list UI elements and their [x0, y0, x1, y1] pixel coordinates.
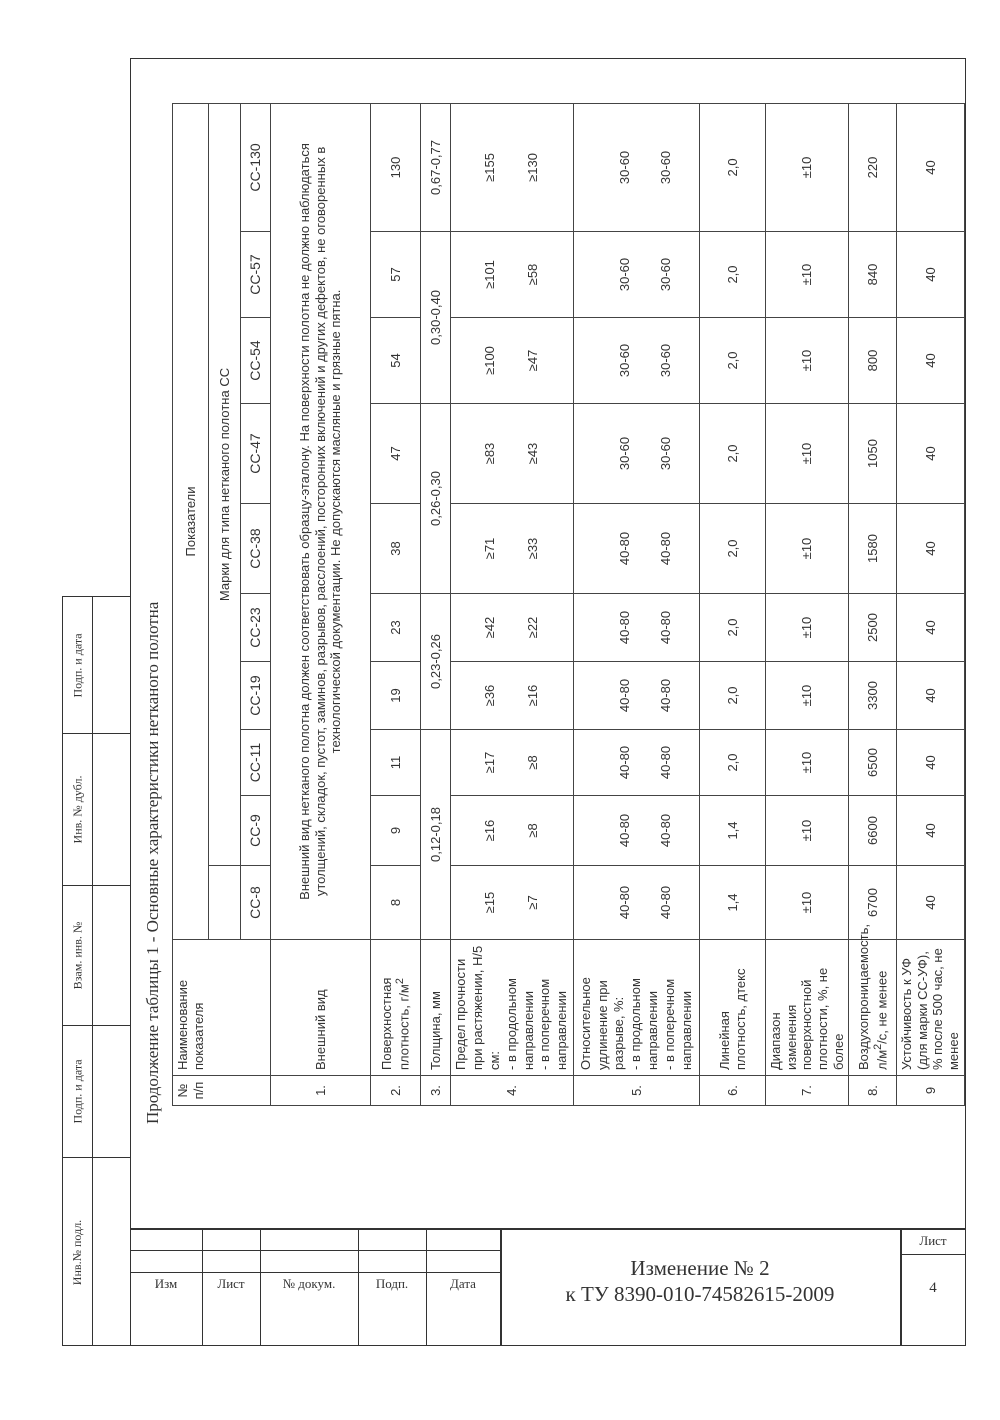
value-cell [574, 504, 700, 594]
value-trans: 30-60 [657, 343, 673, 378]
value-long: 40-80 [616, 813, 632, 848]
value-long: 30-60 [616, 150, 632, 185]
value-cell [574, 866, 700, 940]
brand-header: СС-23 [241, 594, 271, 662]
row-num: 7. [766, 1076, 849, 1106]
table-row [421, 103, 451, 1105]
value-cell [574, 796, 700, 866]
value-long: 30-60 [616, 343, 632, 378]
value-cell: 800 [849, 318, 897, 404]
stamp-label: Инв.№ подл. [70, 1219, 85, 1286]
value-long: 40-80 [616, 610, 632, 645]
row-name-sup: 2 [394, 978, 407, 985]
value-cell [451, 103, 574, 231]
brand-header: СС-38 [241, 504, 271, 594]
value-cell: ±10 [766, 103, 849, 231]
value-trans: 30-60 [657, 150, 673, 185]
header-row [173, 103, 209, 1105]
value-cell: 9 [371, 796, 421, 866]
row-name-text: Поверхностная плотность, г/м [378, 977, 412, 1070]
value-cell [574, 232, 700, 318]
value-long: ≥15 [482, 891, 498, 914]
value-long: ≥71 [482, 537, 498, 560]
brand-header: СС-54 [241, 318, 271, 404]
value-cell [574, 103, 700, 231]
value-cell: ±10 [766, 796, 849, 866]
value-cell: 40 [897, 796, 964, 866]
row-name [574, 940, 700, 1076]
value-cell [451, 730, 574, 796]
stamp-cell-replace-inv [63, 885, 130, 1025]
value-cell [574, 730, 700, 796]
table-row [451, 103, 574, 1105]
table-title: Продолжение таблицы 1 - Основные характеристики нетканого полотна [143, 601, 162, 1124]
value-cell: 40 [897, 662, 964, 730]
value-long: ≥100 [482, 346, 498, 375]
value-long: ≥42 [482, 616, 498, 639]
row-name-line: - в продольном направлении [503, 978, 536, 1070]
value-cell: 40 [897, 594, 964, 662]
value-trans: ≥16 [525, 684, 541, 707]
left-stamp-strip [62, 596, 130, 1346]
value-trans: ≥47 [525, 349, 541, 372]
brand-header: СС-47 [241, 404, 271, 504]
row-num: 2. [371, 1076, 421, 1106]
sheet-number: 4 [929, 1280, 937, 1296]
row-num: 6. [700, 1076, 766, 1106]
value-cell: 0,26-0,30 [421, 404, 451, 594]
brand-header: СС-9 [241, 796, 271, 866]
row-name-line: - в поперечном направлении [662, 978, 694, 1070]
row-num: 8. [849, 1076, 897, 1106]
value-cell: 0,67-0,77 [421, 103, 451, 231]
row-name: Линейная плотность, дтекс [700, 940, 766, 1076]
header-empty-cell [209, 866, 241, 940]
value-cell: ±10 [766, 318, 849, 404]
title-col-date: Дата [450, 1276, 476, 1291]
value-cell: 220 [849, 103, 897, 231]
value-trans: 30-60 [657, 257, 673, 292]
value-cell: 6500 [849, 730, 897, 796]
value-cell: ±10 [766, 232, 849, 318]
value-cell: 23 [371, 594, 421, 662]
value-cell [451, 662, 574, 730]
value-trans: ≥8 [525, 823, 541, 838]
value-trans: 40-80 [657, 531, 673, 566]
value-cell: ±10 [766, 594, 849, 662]
table-row [897, 103, 964, 1105]
value-cell [451, 318, 574, 404]
stamp-cell-sign-date-top [63, 597, 130, 733]
value-cell: 2,0 [700, 594, 766, 662]
doc-title-line-2: к ТУ 8390-010-74582615-2009 [565, 1282, 835, 1306]
value-cell: 0,30-0,40 [421, 232, 451, 404]
stamp-label: Инв. № дубл. [70, 775, 85, 844]
value-cell: 8 [371, 866, 421, 940]
appearance-description: Внешний вид нетканого полотна должен соответствовать образцу-эталону. На поверхности полотна не должно наблюдаться утолщений, складок, пустот, заминов, разрывов, расслоений, посторонних включений и других дефектов, не оговоренных в технологической документации. Не допускаются масляные и грязные пятна. [271, 103, 371, 939]
value-cell: 2,0 [700, 232, 766, 318]
value-long: 40-80 [616, 678, 632, 713]
value-cell: 47 [371, 404, 421, 504]
value-cell: 2,0 [700, 730, 766, 796]
row-name-line: Предел прочности при растяжении, Н/5 см: [453, 945, 502, 1070]
value-long: ≥155 [482, 153, 498, 182]
value-trans: ≥33 [525, 537, 541, 560]
value-cell: ±10 [766, 730, 849, 796]
value-cell: ±10 [766, 662, 849, 730]
row-num: 5. [574, 1076, 700, 1106]
row-name: Диапазон изменения поверхностной плотности, %, не более [766, 940, 849, 1076]
value-trans: 30-60 [657, 436, 673, 471]
stamp-label: Подп. и дата [70, 1059, 85, 1124]
value-cell: 11 [371, 730, 421, 796]
doc-title-line-1: Изменение № 2 [630, 1256, 770, 1280]
value-cell: 54 [371, 318, 421, 404]
value-long: 40-80 [616, 745, 632, 780]
brand-header: СС-8 [241, 866, 271, 940]
characteristics-table [172, 103, 965, 1106]
value-cell [451, 796, 574, 866]
value-long: ≥101 [482, 260, 498, 289]
value-cell: 1580 [849, 504, 897, 594]
table-row [700, 103, 766, 1105]
value-cell [574, 404, 700, 504]
value-long: ≥83 [482, 442, 498, 465]
value-long: ≥17 [482, 751, 498, 774]
row-name-line: - в продольном направлении [628, 978, 661, 1070]
value-cell: 1,4 [700, 866, 766, 940]
row-name [849, 924, 897, 1076]
row-name [451, 940, 574, 1076]
title-col-docnum: № докум. [282, 1276, 336, 1291]
value-cell: 19 [371, 662, 421, 730]
value-cell [574, 662, 700, 730]
value-trans: ≥58 [525, 263, 541, 286]
row-name: Устойчивость к УФ (для марки СС-УФ), % после 500 час, не менее [897, 940, 964, 1076]
value-cell: 3300 [849, 662, 897, 730]
value-trans: 40-80 [657, 813, 673, 848]
table-row [766, 103, 849, 1105]
value-cell: 40 [897, 404, 964, 504]
value-cell: ±10 [766, 404, 849, 504]
row-name [371, 940, 421, 1076]
value-cell: 2,0 [700, 662, 766, 730]
row-name-text: /с, не менее [873, 970, 889, 1044]
value-cell: 130 [371, 103, 421, 231]
value-long: 30-60 [616, 257, 632, 292]
value-cell: ±10 [766, 866, 849, 940]
value-cell: 40 [897, 866, 964, 940]
col-header-brands-title: Марки для типа нетканого полотна СС [209, 103, 241, 865]
value-long: ≥36 [482, 684, 498, 707]
value-cell: 38 [371, 504, 421, 594]
row-num: 4. [451, 1076, 574, 1106]
value-long: 30-60 [616, 436, 632, 471]
row-name-text: Воздухопроницаемость, л/м [855, 924, 889, 1070]
stamp-cell-original-inv [63, 1157, 130, 1347]
value-cell: 2500 [849, 594, 897, 662]
col-header-indicators: Показатели [173, 103, 209, 939]
title-block [130, 1228, 966, 1346]
brand-header: СС-57 [241, 232, 271, 318]
value-cell: 840 [849, 232, 897, 318]
value-cell [451, 866, 574, 940]
table-row [371, 103, 421, 1105]
stamp-cell-sign-date-bottom [63, 1025, 130, 1157]
value-cell: 0,23-0,26 [421, 594, 451, 730]
stamp-label: Взам. инв. № [70, 921, 85, 990]
row-name-line: Относительное удлинение при разрыве, %: [577, 977, 627, 1070]
row-num: 1. [271, 1076, 371, 1106]
value-cell [574, 594, 700, 662]
value-cell [451, 232, 574, 318]
value-cell [451, 504, 574, 594]
value-cell: ±10 [766, 504, 849, 594]
value-cell: 40 [897, 232, 964, 318]
value-trans: ≥7 [525, 895, 541, 910]
value-long: ≥16 [482, 819, 498, 842]
row-num: 9 [897, 1076, 964, 1106]
value-cell: 2,0 [700, 404, 766, 504]
col-header-name: Наименование показателя [173, 940, 271, 1076]
value-cell: 2,0 [700, 103, 766, 231]
title-col-change: Изм [154, 1276, 178, 1291]
value-cell: 40 [897, 730, 964, 796]
value-trans: ≥22 [525, 616, 541, 639]
value-cell: 40 [897, 504, 964, 594]
value-trans: ≥43 [525, 442, 541, 465]
value-cell: 2,0 [700, 318, 766, 404]
value-cell: 1,4 [700, 796, 766, 866]
value-cell: 6700 [849, 866, 897, 940]
rotated-content [138, 104, 961, 1124]
value-cell: 40 [897, 103, 964, 231]
table-row [271, 103, 371, 1105]
value-long: 40-80 [616, 885, 632, 920]
value-trans: 40-80 [657, 610, 673, 645]
value-trans: 40-80 [657, 745, 673, 780]
value-cell: 0,12-0,18 [421, 730, 451, 940]
brand-header: СС-19 [241, 662, 271, 730]
value-cell [451, 404, 574, 504]
value-trans: 40-80 [657, 678, 673, 713]
value-trans: 40-80 [657, 885, 673, 920]
table-row [574, 103, 700, 1105]
value-cell: 57 [371, 232, 421, 318]
value-cell [451, 594, 574, 662]
stamp-label: Подп. и дата [70, 632, 85, 698]
row-name-line: - в поперечном направлении [537, 978, 570, 1070]
title-col-sign: Подп. [375, 1276, 409, 1291]
row-name: Толщина, мм [421, 940, 451, 1076]
value-cell [574, 318, 700, 404]
brand-header: СС-130 [241, 103, 271, 231]
brand-header: СС-11 [241, 730, 271, 796]
value-cell: 1050 [849, 404, 897, 504]
value-cell: 40 [897, 318, 964, 404]
row-name-sup: 2 [871, 1043, 884, 1050]
value-trans: ≥130 [525, 153, 541, 182]
row-name: Внешний вид [271, 940, 371, 1076]
title-col-sheet: Лист [217, 1276, 245, 1291]
sheet-label: Лист [919, 1233, 947, 1248]
row-num: 3. [421, 1076, 451, 1106]
table-row [849, 103, 897, 1105]
stamp-cell-dup-inv [63, 733, 130, 885]
value-long: 40-80 [616, 531, 632, 566]
value-cell: 6600 [849, 796, 897, 866]
col-header-num: № п/п [173, 1076, 271, 1106]
value-trans: ≥8 [525, 755, 541, 770]
value-cell: 2,0 [700, 504, 766, 594]
